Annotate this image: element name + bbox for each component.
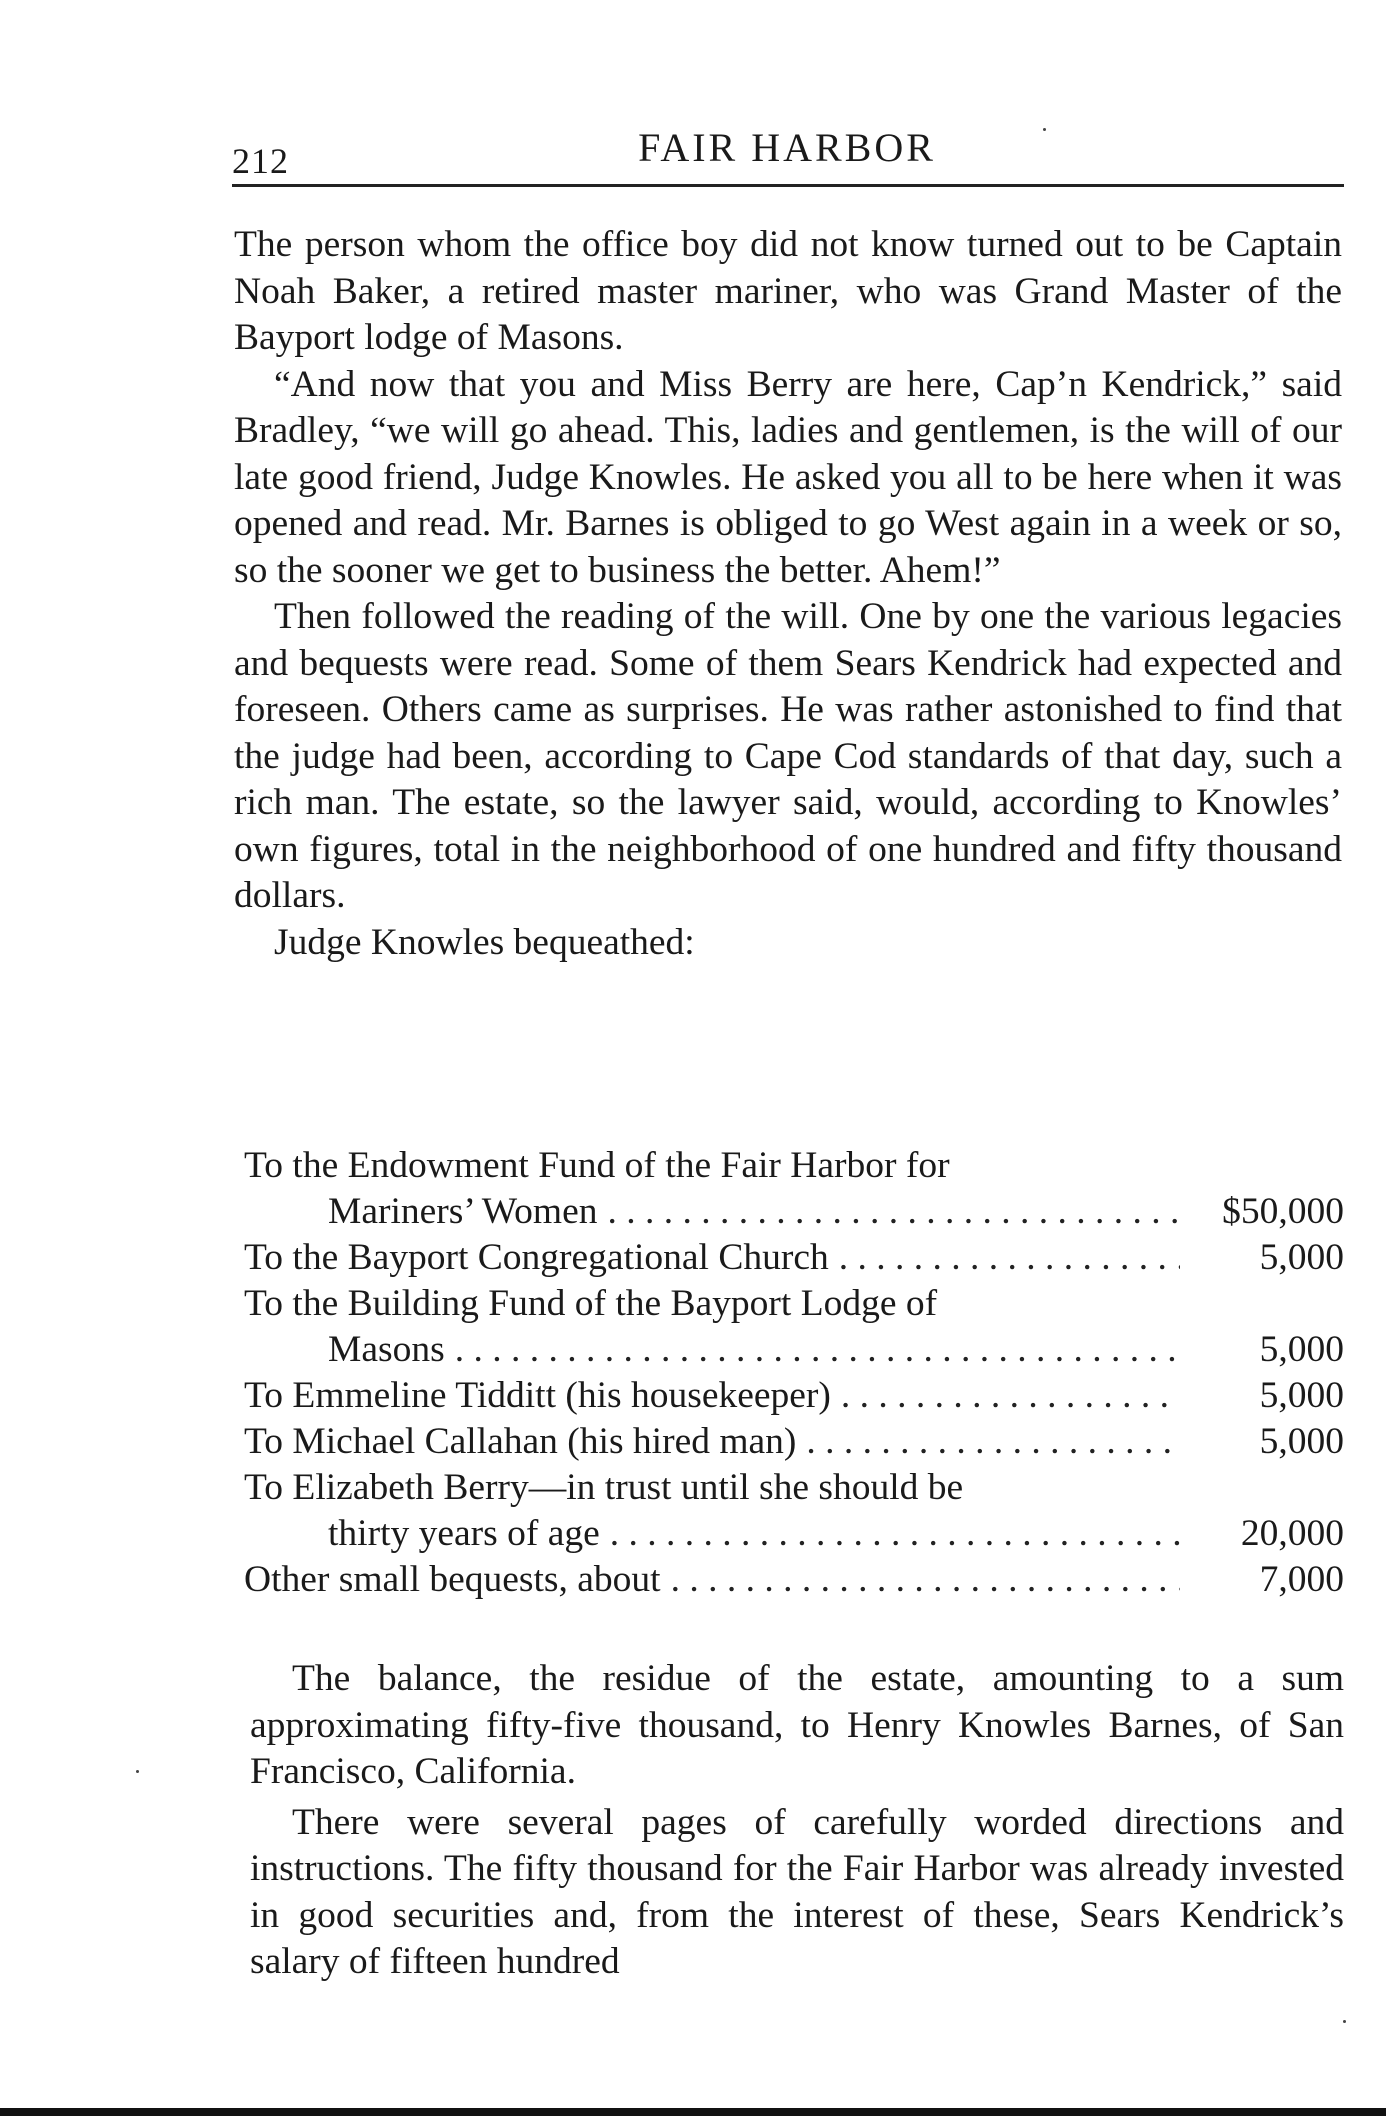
scan-bottom-edge: [0, 2108, 1386, 2116]
bequest-amount: 5,000: [1259, 1375, 1344, 1416]
bequest-description: To Emmeline Tidditt (his housekeeper): [244, 1375, 831, 1416]
body-text-bottom: [250, 1656, 1344, 1990]
bequest-description: To the Building Fund of the Bayport Lodge of: [244, 1283, 938, 1324]
leader-dots: [841, 1373, 1180, 1419]
bequest-description: To the Endowment Fund of the Fair Harbor for: [244, 1145, 950, 1186]
running-title: FAIR HARBOR: [638, 125, 936, 170]
body-text-top: [234, 222, 1342, 966]
leader-dots: [839, 1235, 1180, 1281]
paragraph: There were several pages of carefully worded directions and instructions. The fifty thousand for the Fair Harbor was already invested in good securities and, from the interest of these, Sears Kendrick’s salary of fifteen hundred: [250, 1801, 1344, 1982]
bequest-description: To Elizabeth Berry—in trust until she should be: [244, 1467, 964, 1508]
paragraph: The person whom the office boy did not know turned out to be Captain Noah Baker, a retired master mariner, who was Grand Master of the Bayport lodge of Masons.: [234, 224, 1342, 358]
paragraph: The balance, the residue of the estate, amounting to a sum approximating fifty-five thousand, to Henry Knowles Barnes, of San Francisco, California.: [250, 1658, 1344, 1792]
bequest-amount: 20,000: [1240, 1513, 1344, 1554]
bequest-entry: [244, 1143, 1344, 1235]
bequest-description: To the Bayport Congregational Church: [244, 1237, 829, 1278]
bequest-amount: $50,000: [1222, 1191, 1344, 1232]
bequest-entry: [244, 1235, 1344, 1281]
running-head: [232, 118, 1342, 180]
bequest-amount: 5,000: [1259, 1421, 1344, 1462]
bequest-amount: 5,000: [1259, 1329, 1344, 1370]
leader-dots: [671, 1557, 1180, 1603]
scan-speck: [1343, 2020, 1346, 2023]
paragraph: “And now that you and Miss Berry are here, Cap’n Kendrick,” said Bradley, “we will go ahead. This, ladies and gentlemen, is the will of our late good friend, Judge Knowles. He asked you all to be here when it was opened and read. Mr. Barnes is obliged to go West again in a week or so, so the sooner we get to business the better. Ahem!”: [234, 363, 1342, 591]
header-rule: [232, 184, 1344, 187]
bequest-description-continued: thirty years of age: [328, 1513, 600, 1554]
bequest-entry: [244, 1465, 1344, 1557]
paragraph: Then followed the reading of the will. One by one the various legacies and bequests were read. Some of them Sears Kendrick had expected and foreseen. Others came as surprises. He was rather astonished to find that the judge had been, according to Cape Cod standards of that day, such a rich man. The estate, so the lawyer said, would, according to Knowles’ own figures, total in the neighborhood of one hundred and fifty thousand dollars.: [234, 596, 1342, 916]
bequest-entry: [244, 1557, 1344, 1603]
bequest-description-continued: Masons: [328, 1329, 445, 1370]
page-number: 212: [232, 141, 289, 181]
leader-dots: [455, 1327, 1180, 1373]
leader-dots: [806, 1419, 1180, 1465]
leader-dots: [610, 1511, 1180, 1557]
bequest-description-continued: Mariners’ Women: [328, 1191, 598, 1232]
bequest-entry: [244, 1373, 1344, 1419]
bequest-entry: [244, 1419, 1344, 1465]
bequest-list: [244, 1143, 1344, 1603]
bequest-description: To Michael Callahan (his hired man): [244, 1421, 797, 1462]
leader-dots: [607, 1189, 1180, 1235]
bequest-amount: 5,000: [1259, 1237, 1344, 1278]
bequest-description: Other small bequests, about: [244, 1559, 661, 1600]
bequest-entry: [244, 1281, 1344, 1373]
scan-speck: [136, 1770, 139, 1773]
paragraph-bequeathed-intro: Judge Knowles bequeathed:: [274, 921, 695, 963]
scan-speck: [1043, 128, 1046, 131]
bequest-amount: 7,000: [1259, 1559, 1344, 1600]
